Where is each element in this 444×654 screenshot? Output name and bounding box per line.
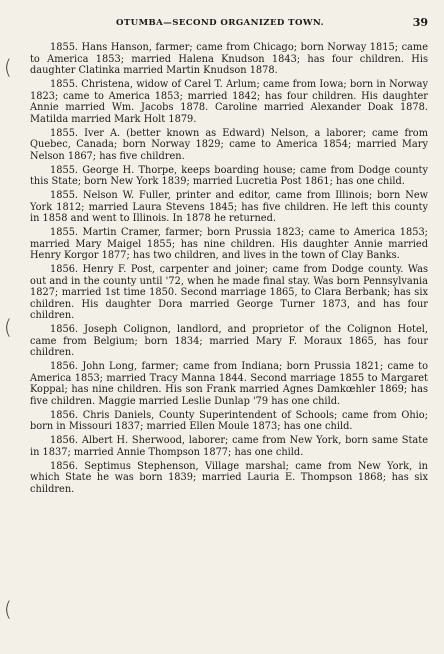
- entry-hans-hanson: 1855. Hans Hanson, farmer; came from Chicago; born Norway 1815; came to America 1853; married Halena Knudson 1843; has four children. His daughter Clatinka married Martin Knudson 1878.: [30, 42, 428, 77]
- running-title: OTUMBA—SECOND ORGANIZED TOWN.: [116, 18, 325, 28]
- margin-parenthesis-mark: (: [4, 55, 12, 79]
- margin-parenthesis-mark: (: [4, 315, 12, 339]
- entry-chris-daniels: 1856. Chris Daniels, County Superintendent of Schools; came from Ohio; born in Missouri 1837; married Ellen Moule 1873; has one child.: [30, 409, 428, 433]
- page-number: 39: [412, 16, 428, 29]
- entry-christena: 1855. Christena, widow of Carel T. Arlum; came from Iowa; born in Norway 1823; came to America 1853; married 1842; has four children. His daughter Annie married Wm. Jacobs 1878. Caroline married Alexander Doak 1878. Matilda married Mark Holt 1879.: [30, 79, 428, 125]
- entry-george-thorpe: 1855. George H. Thorpe, keeps boarding house; came from Dodge county this State; born New York 1839; married Lucretia Post 1861; has one child.: [30, 164, 428, 188]
- entry-iver-nelson: 1855. Iver A. (better known as Edward) Nelson, a laborer; came from Quebec, Canada; born Norway 1829; came to America 1854; married Mary Nelson 1867; has five children.: [30, 127, 428, 162]
- entry-joseph-colignon: 1856. Joseph Colignon, landlord, and proprietor of the Colignon Hotel, came from Belgium; born 1834; married Mary F. Moraux 1865, has four children.: [30, 324, 428, 359]
- page-body: [30, 42, 428, 498]
- entry-nelson-fuller: 1855. Nelson W. Fuller, printer and editor, came from Illinois; born New York 1812; married Laura Stevens 1845; has five children. He left this county in 1858 and went to Illinois. In 1878 he returned.: [30, 190, 428, 225]
- page-header: [60, 18, 436, 34]
- entry-henry-post: 1856. Henry F. Post, carpenter and joiner; came from Dodge county. Was out and in the county until '72, when he made final stay. Was born Pennsylvania 1827; married 1st time 1850. Second marriage 1865, to Clara Berbank; has six children. His daughter Dora married George Turner 1873, and has four children.: [30, 264, 428, 322]
- entry-john-long: 1856. John Long, farmer; came from Indiana; born Prussia 1821; came to America 1853; married Tracy Manna 1844. Second marriage 1855 to Margaret Koppal; has nine children. His son Frank married Agnes Damkœhler 1869; has five children. Maggie married Leslie Dunlap '79 has one child.: [30, 361, 428, 407]
- entry-martin-cramer: 1855. Martin Cramer, farmer; born Prussia 1823; came to America 1853; married Mary Maigel 1855; has nine children. His daughter Annie married Henry Korgor 1877; has two children, and lives in the town of Clay Banks.: [30, 227, 428, 262]
- entry-albert-sherwood: 1856. Albert H. Sherwood, laborer; came from New York, born same State in 1837; married Annie Thompson 1877; has one child.: [30, 435, 428, 458]
- entry-septimus-stephenson: 1856. Septimus Stephenson, Village marshal; came from New York, in which State he was born 1839; married Lauria E. Thompson 1868; has six children.: [30, 460, 428, 495]
- margin-parenthesis-mark: (: [4, 597, 12, 621]
